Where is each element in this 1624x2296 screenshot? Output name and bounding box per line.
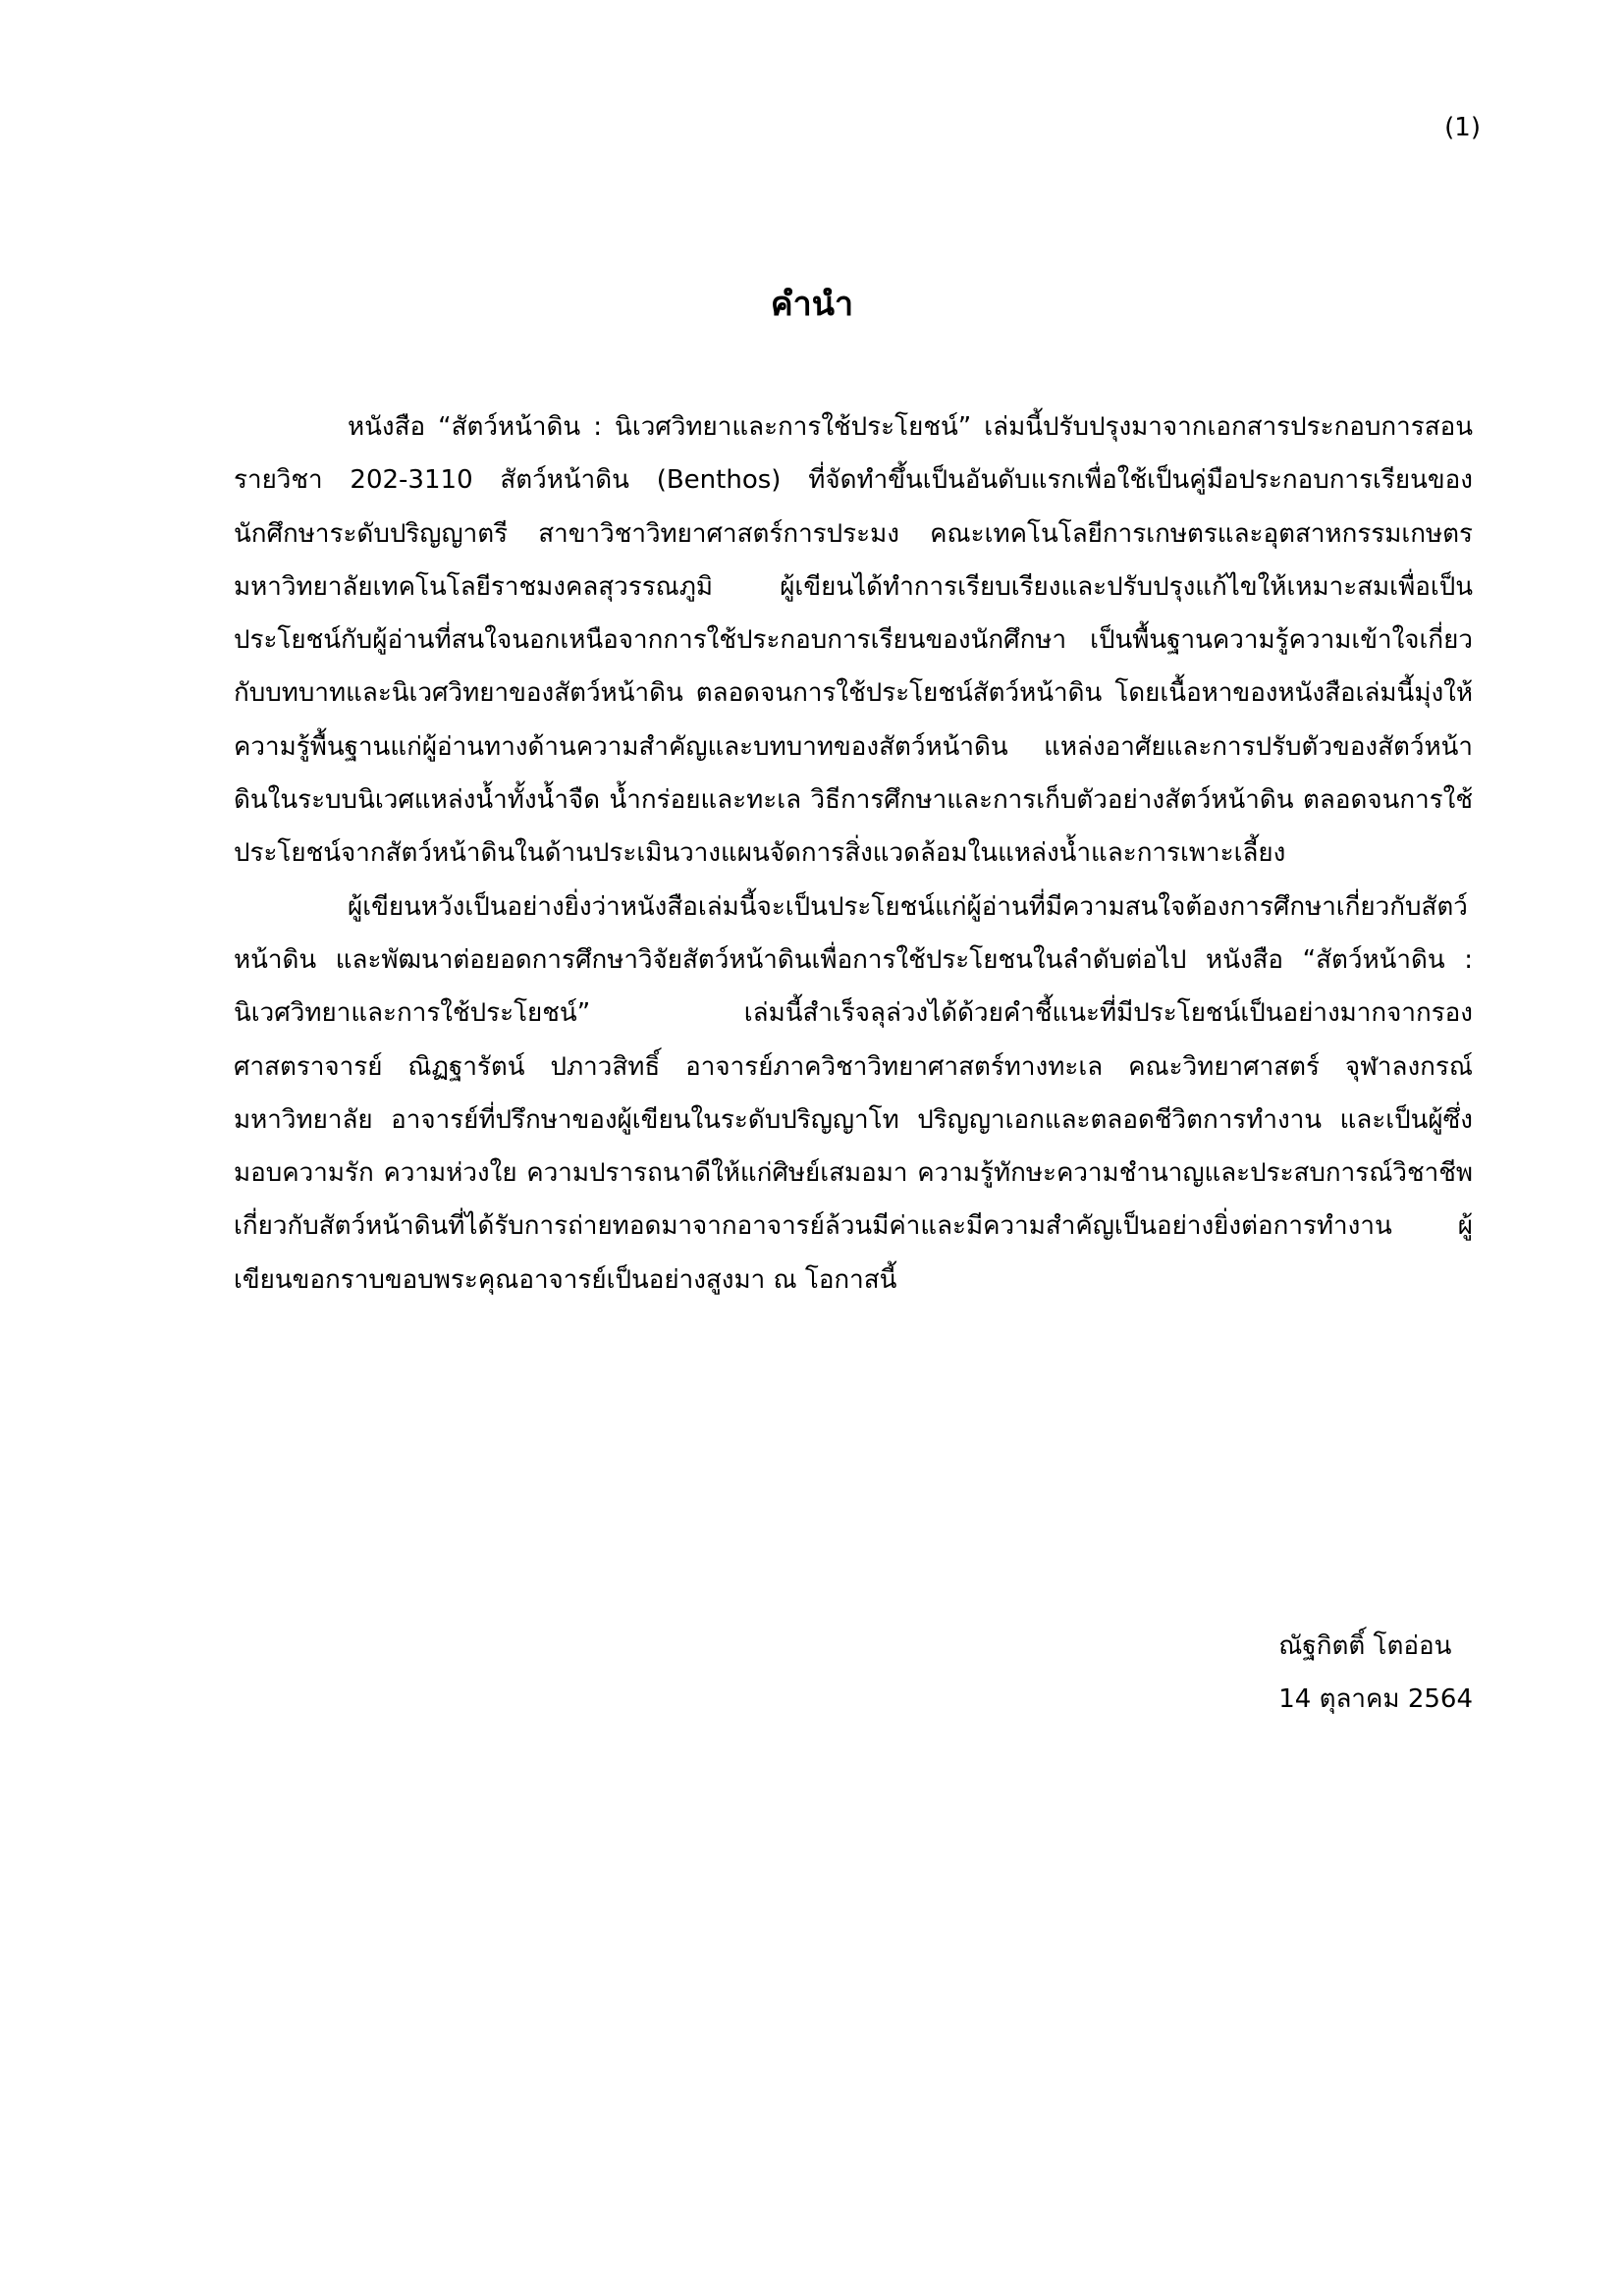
paragraph-1: หนังสือ “สัตว์หน้าดิน : นิเวศวิทยาและการใช้ประโยชน์” เล่มนี้ปรับปรุงมาจากเอกสารประกอบการสอนรายวิชา 202-3110 สัตว์หน้าดิน (Benthos) ที่จัดทำขึ้นเป็นอันดับแรกเพื่อใช้เป็นคู่มือประกอบการเรียนของนักศึกษาระดับปริญญาตรี สาขาวิชาวิทยาศาสตร์การประมง คณะเทคโนโลยีการเกษตรและอุตสาหกรรมเกษตร มหาวิทยาลัยเทคโนโลยีราชมงคลสุวรรณภูมิ ผู้เขียนได้ทำการเรียบเรียงและปรับปรุงแก้ไขให้เหมาะสมเพื่อเป็นประโยชน์กับผู้อ่านที่สนใจนอกเหนือจากการใช้ประกอบการเรียนของนักศึกษา เป็นพื้นฐานความรู้ความเข้าใจเกี่ยวกับบทบาทและนิเวศวิทยาของสัตว์หน้าดิน ตลอดจนการใช้ประโยชน์สัตว์หน้าดิน โดยเนื้อหาของหนังสือเล่มนี้มุ่งให้ความรู้พื้นฐานแก่ผู้อ่านทางด้านความสำคัญและบทบาทของสัตว์หน้าดิน แหล่งอาศัยและการปรับตัวของสัตว์หน้าดินในระบบนิเวศแหล่งน้ำทั้งน้ำจืด น้ำกร่อยและทะเล วิธีการศึกษาและการเก็บตัวอย่างสัตว์หน้าดิน ตลอดจนการใช้ประโยชน์จากสัตว์หน้าดินในด้านประเมินวางแผนจัดการสิ่งแวดล้อมในแหล่งน้ำและการเพาะเลี้ยง [234,412,1473,869]
page-title: คำนำ [770,285,854,324]
foreword-body [234,400,1473,1307]
paragraph-2: ผู้เขียนหวังเป็นอย่างยิ่งว่าหนังสือเล่มนี้จะเป็นประโยชน์แก่ผู้อ่านที่มีความสนใจต้องการศึกษาเกี่ยวกับสัตว์หน้าดิน และพัฒนาต่อยอดการศึกษาวิจัยสัตว์หน้าดินเพื่อการใช้ประโยชนในลำดับต่อไป หนังสือ “สัตว์หน้าดิน : นิเวศวิทยาและการใช้ประโยชน์” เล่มนี้สำเร็จลุล่วงได้ด้วยคำชี้แนะที่มีประโยชน์เป็นอย่างมากจากรองศาสตราจารย์ ณิฏฐารัตน์ ปภาวสิทธิ์ อาจารย์ภาควิชาวิทยาศาสตร์ทางทะเล คณะวิทยาศาสตร์ จุฬาลงกรณ์มหาวิทยาลัย อาจารย์ที่ปรึกษาของผู้เขียนในระดับปริญญาโท ปริญญาเอกและตลอดชีวิตการทำงาน และเป็นผู้ซึ่งมอบความรัก ความห่วงใย ความปรารถนาดีให้แก่ศิษย์เสมอมา ความรู้ทักษะความชำนาญและประสบการณ์วิชาชีพเกี่ยวกับสัตว์หน้าดินที่ได้รับการถ่ายทอดมาจากอาจารย์ล้วนมีค่าและมีความสำคัญเป็นอย่างยิ่งต่อการทำงาน ผู้เขียนขอกราบขอบพระคุณอาจารย์เป็นอย่างสูงมา ณ โอกาสนี้ [234,891,1473,1295]
author-name: ณัฐกิตติ์ โตอ่อน [1278,1631,1452,1661]
signature-date: 14 ตุลาคม 2564 [1278,1684,1473,1714]
signature-block [1278,1620,1473,1726]
page-number: (1) [1444,113,1481,142]
